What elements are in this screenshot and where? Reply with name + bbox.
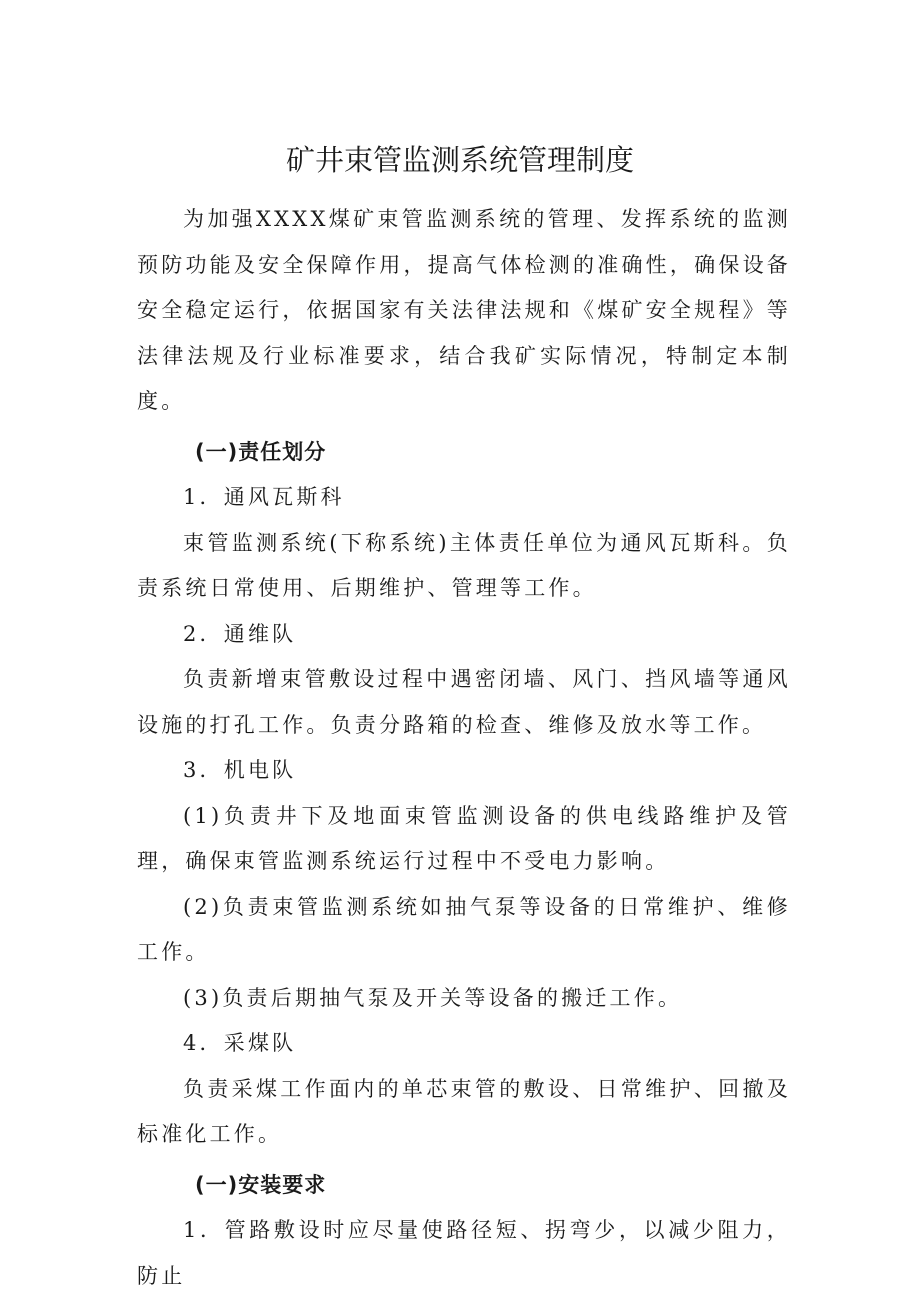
item-sub3-electromechanical: (3)负责后期抽气泵及开关等设备的搬迁工作。	[183, 985, 683, 1010]
item-sub2-electromechanical: (2)负责束管监测系统如抽气泵等设备的日常维护、维修工作。	[137, 894, 791, 964]
document-body	[137, 197, 791, 1299]
item-title-mining-team: 4．采煤队	[183, 1031, 297, 1055]
item-title-ventilation: 1．通风瓦斯科	[183, 485, 345, 509]
item-title-maintenance-team: 2．通维队	[183, 621, 297, 646]
section-heading-responsibility: (一)责任划分	[195, 439, 327, 464]
item-text-maintenance-team: 负责新增束管敷设过程中遇密闭墙、风门、挡风墙等通风设施的打孔工作。负责分路箱的检查、维修及放水等工作。	[137, 667, 791, 737]
intro-paragraph: 为加强XXXX煤矿束管监测系统的管理、发挥系统的监测预防功能及安全保障作用，提高气体检测的准确性，确保设备安全稳定运行，依据国家有关法律法规和《煤矿安全规程》等法律法规及行业标准要求，结合我矿实际情况，特制定本制度。	[137, 207, 791, 413]
item-sub1-electromechanical: (1)负责井下及地面束管监测设备的供电线路维护及管理，确保束管监测系统运行过程中不受电力影响。	[137, 803, 791, 873]
document-title: 矿井束管监测系统管理制度	[285, 143, 634, 177]
item-text-installation-1: 1．管路敷设时应尽量使路径短、拐弯少，以减少阻力，防止	[137, 1218, 791, 1288]
item-title-electromechanical: 3．机电队	[183, 758, 297, 782]
section-heading-installation: (一)安装要求	[195, 1172, 327, 1197]
item-text-mining-team: 负责采煤工作面内的单芯束管的敷设、日常维护、回撤及标准化工作。	[137, 1076, 791, 1146]
item-text-ventilation: 束管监测系统(下称系统)主体责任单位为通风瓦斯科。负责系统日常使用、后期维护、管理等工作。	[137, 530, 791, 600]
